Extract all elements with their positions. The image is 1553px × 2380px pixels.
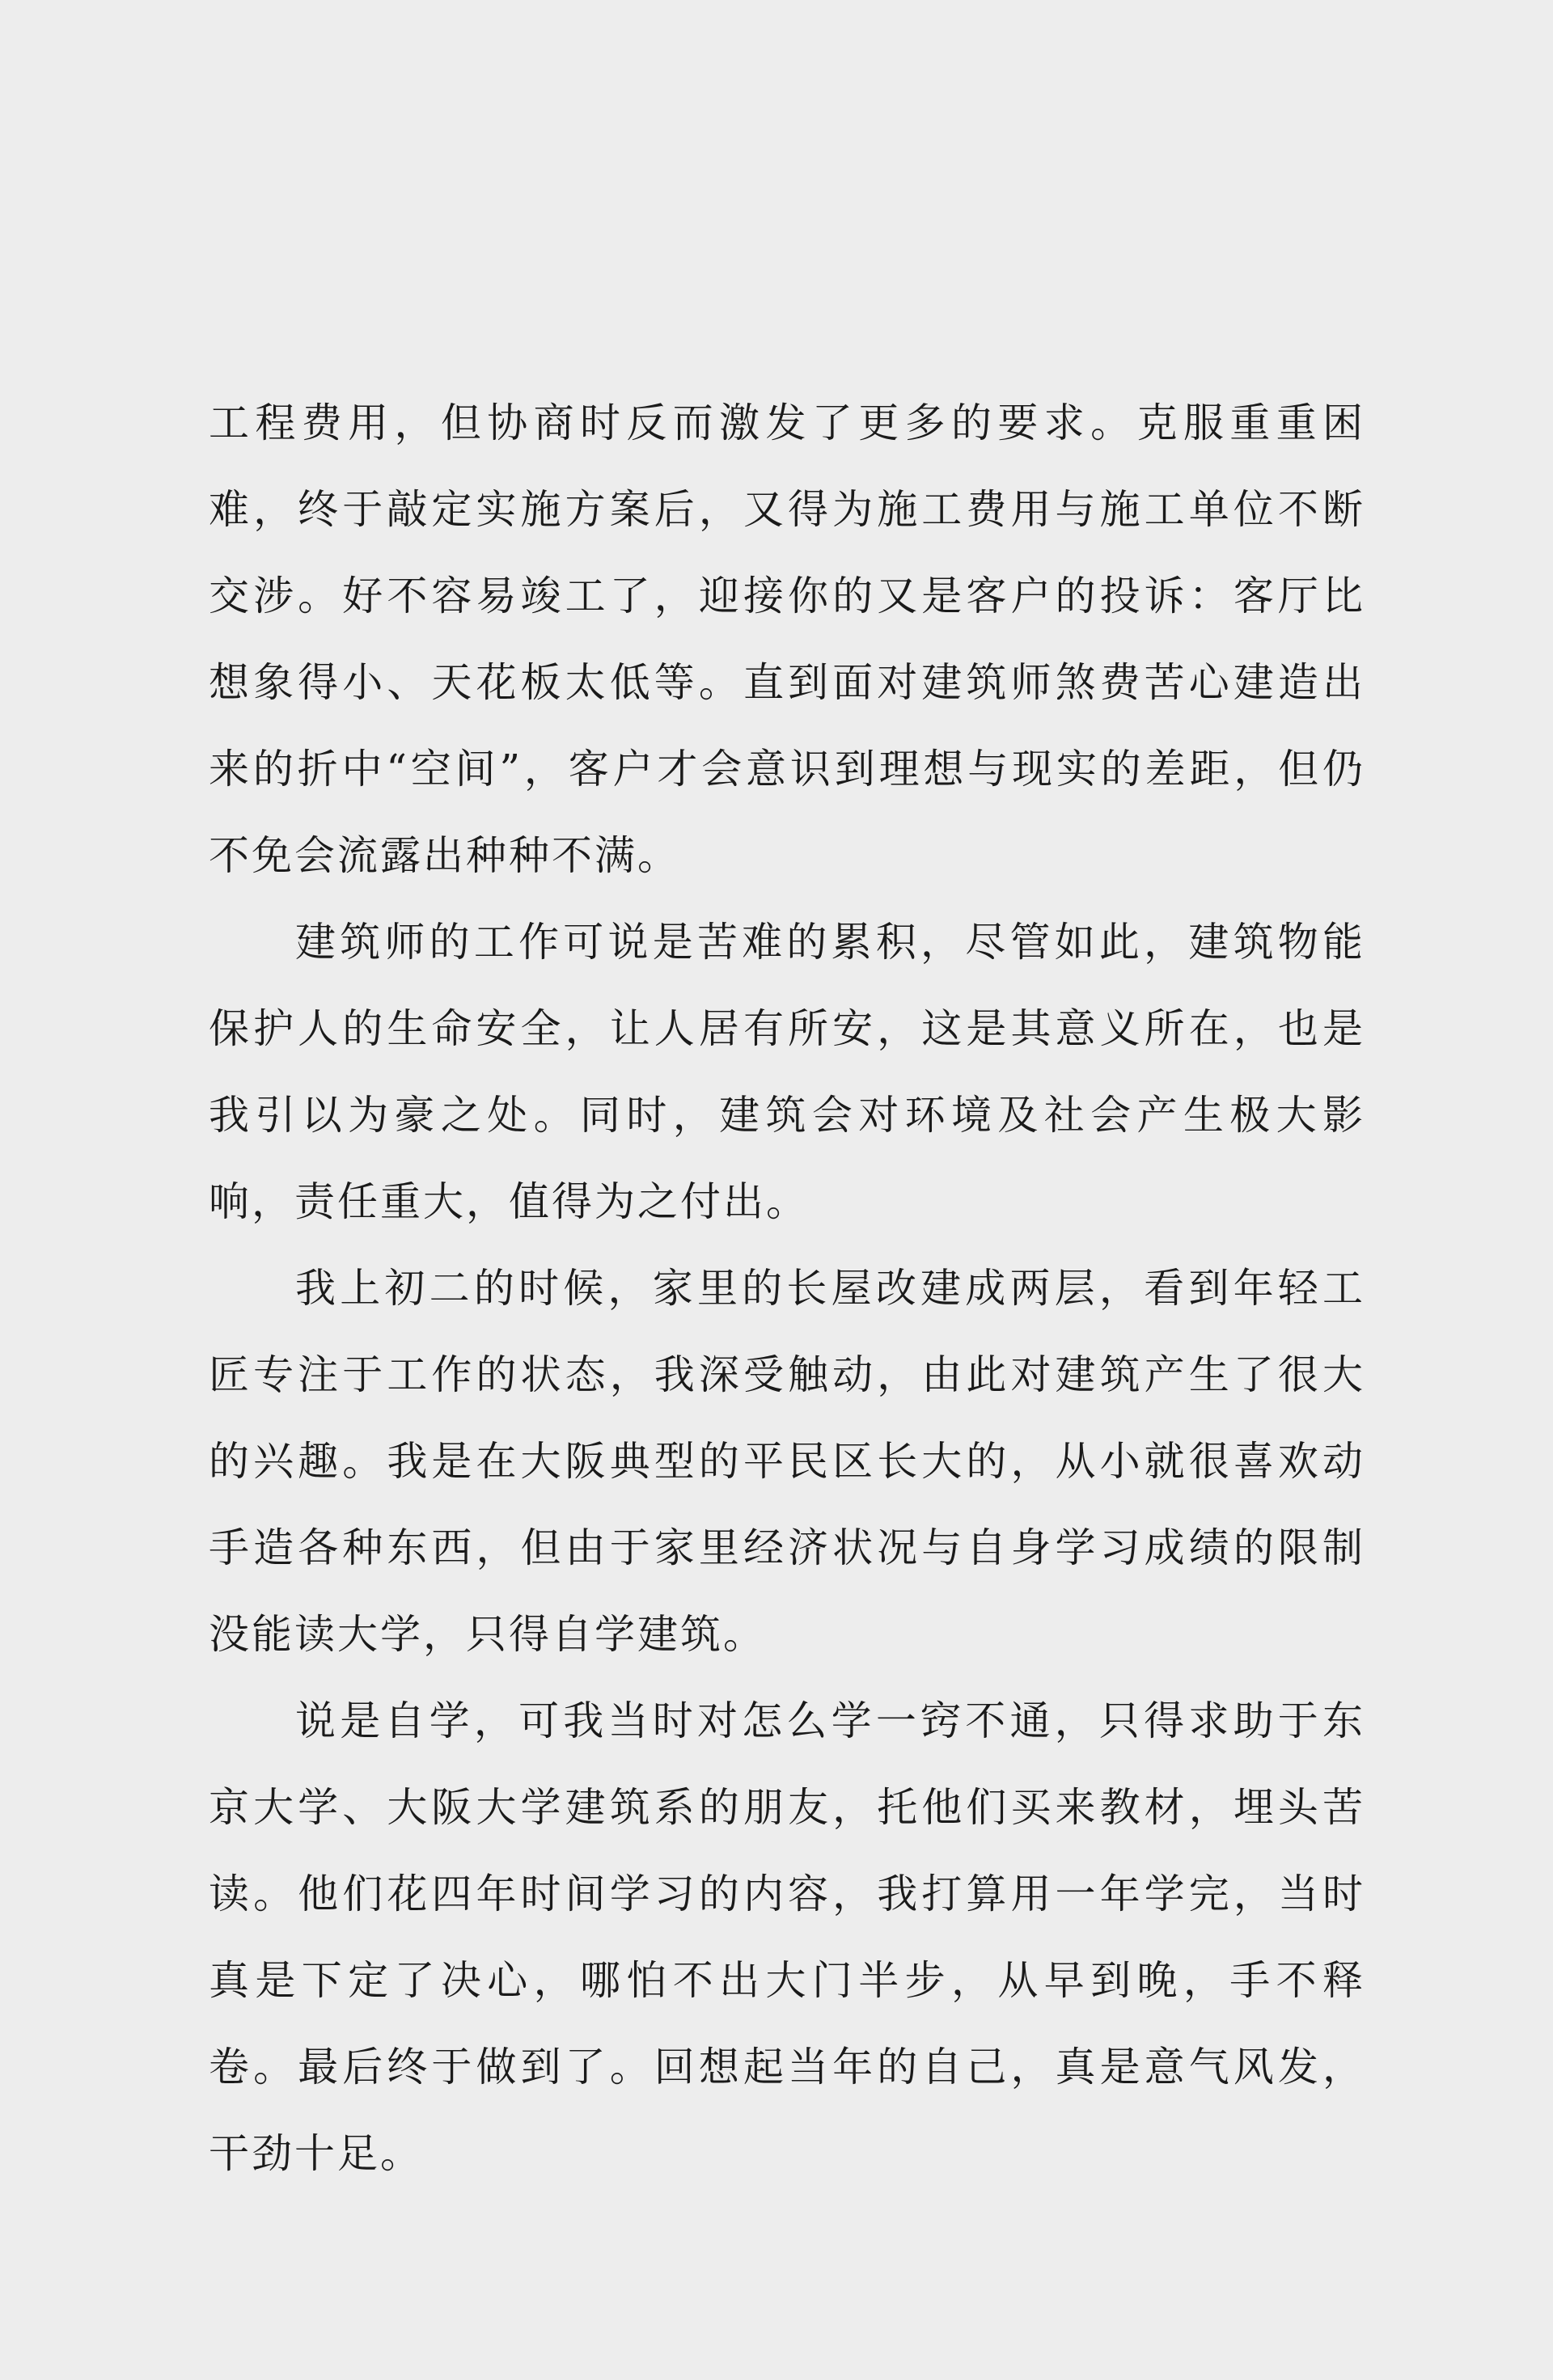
- body-text: [209, 380, 1365, 2197]
- paragraph-1: 工程费用，但协商时反而激发了更多的要求。克服重重困难，终于敲定实施方案后，又得为施工费用与施工单位不断交涉。好不容易竣工了，迎接你的又是客户的投诉：客厅比想象得小、天花板太低等。直到面对建筑师煞费苦心建造出来的折中“空间”，客户才会意识到理想与现实的差距，但仍不免会流露出种种不满。: [209, 399, 1365, 879]
- paragraph-4: 说是自学，可我当时对怎么学一窍不通，只得求助于东京大学、大阪大学建筑系的朋友，托他们买来教材，埋头苦读。他们花四年时间学习的内容，我打算用一年学完，当时真是下定了决心，哪怕不出大门半步，从早到晚，手不释卷。最后终于做到了。回想起当年的自己，真是意气风发，干劲十足。: [209, 1697, 1365, 2177]
- paragraph-2: 建筑师的工作可说是苦难的累积，尽管如此，建筑物能保护人的生命安全，让人居有所安，这是其意义所在，也是我引以为豪之处。同时，建筑会对环境及社会产生极大影响，责任重大，值得为之付出。: [209, 919, 1365, 1225]
- paragraph-3: 我上初二的时候，家里的长屋改建成两层，看到年轻工匠专注于工作的状态，我深受触动，由此对建筑产生了很大的兴趣。我是在大阪典型的平民区长大的，从小就很喜欢动手造各种东西，但由于家里经济状况与自身学习成绩的限制没能读大学，只得自学建筑。: [209, 1265, 1365, 1658]
